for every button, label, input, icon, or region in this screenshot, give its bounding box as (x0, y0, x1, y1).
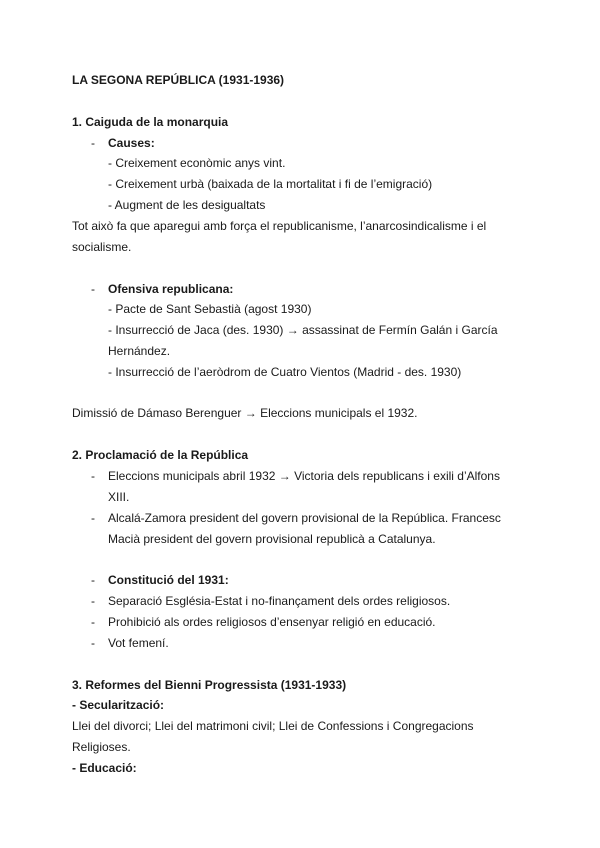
secularization-label: - Secularització: (72, 698, 165, 712)
offensive-item: - Insurrecció de Jaca (des. 1930) → assassinat de Fermín Galán i García (108, 323, 498, 337)
bullet-dash: - (91, 469, 95, 483)
bullet-dash: - (91, 511, 95, 525)
offensive-label: Ofensiva republicana: (108, 282, 234, 296)
proclamation-item: Macià president del govern provisional republicà a Catalunya. (108, 532, 436, 546)
document-title: LA SEGONA REPÚBLICA (1931-1936) (72, 73, 285, 87)
closing-line: Dimissió de Dámaso Berenguer → Eleccions municipals el 1932. (72, 406, 418, 420)
causes-item: - Creixement urbà (baixada de la mortalitat i fi de l’emigració) (108, 177, 433, 191)
proclamation-item: XIII. (108, 490, 130, 504)
constitution-item: Separació Església-Estat i no-finançament dels ordes religiosos. (108, 594, 451, 608)
bullet-dash: - (91, 573, 95, 587)
paragraph-line: socialisme. (72, 240, 132, 254)
proclamation-item: Eleccions municipals abril 1932 → Victoria dels republicans i exili d’Alfons (108, 469, 500, 483)
bullet-dash: - (91, 594, 95, 608)
bullet-dash: - (91, 615, 95, 629)
secularization-line: Llei del divorci; Llei del matrimoni civil; Llei de Confessions i Congregacions (72, 719, 474, 733)
paragraph-line: Tot això fa que aparegui amb força el republicanisme, l’anarcosindicalisme i el (72, 219, 487, 233)
offensive-item: Hernández. (108, 344, 171, 358)
section-1-heading: 1. Caiguda de la monarquia (72, 115, 229, 129)
offensive-item: - Pacte de Sant Sebastià (agost 1930) (108, 302, 312, 316)
causes-item: - Augment de les desigualtats (108, 198, 266, 212)
causes-label: Causes: (108, 136, 155, 150)
proclamation-item: Alcalá-Zamora president del govern provisional de la República. Francesc (108, 511, 501, 525)
causes-item: - Creixement econòmic anys vint. (108, 156, 286, 170)
section-3-heading: 3. Reformes del Bienni Progressista (1931-1933) (72, 678, 347, 692)
bullet-dash: - (91, 136, 95, 150)
bullet-dash: - (91, 282, 95, 296)
offensive-item: - Insurrecció de l’aeròdrom de Cuatro Vientos (Madrid - des. 1930) (108, 365, 462, 379)
section-2-heading: 2. Proclamació de la República (72, 448, 249, 462)
constitution-item: Vot femení. (108, 636, 169, 650)
constitution-label: Constitució del 1931: (108, 573, 229, 587)
constitution-item: Prohibició als ordes religiosos d’ensenyar religió en educació. (108, 615, 436, 629)
secularization-line: Religioses. (72, 740, 131, 754)
education-label: - Educació: (72, 761, 137, 775)
bullet-dash: - (91, 636, 95, 650)
